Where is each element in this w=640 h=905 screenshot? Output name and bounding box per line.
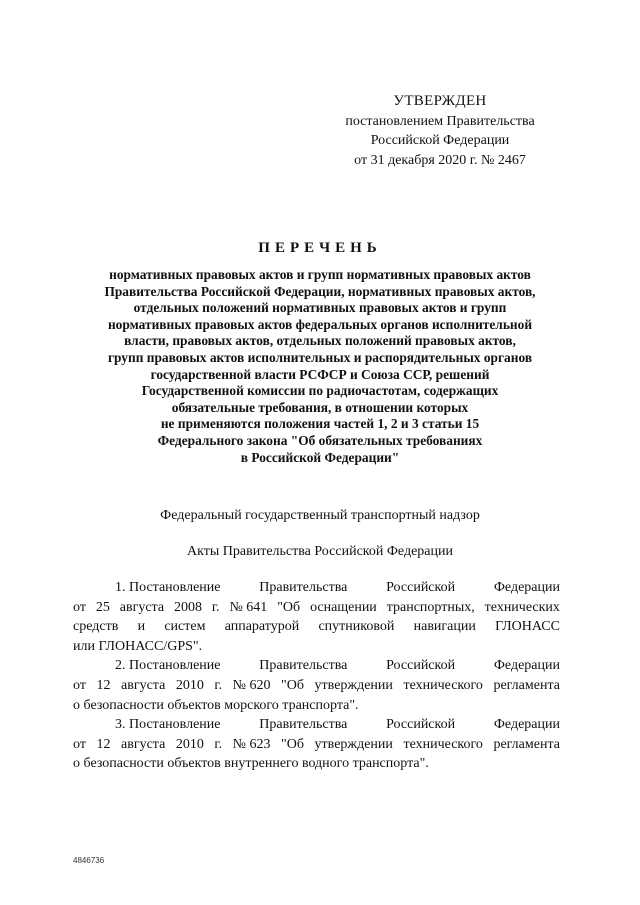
item-word: Федерации — [493, 717, 560, 733]
item-word: аппаратурой — [224, 619, 300, 635]
item-word: "Об — [281, 677, 304, 693]
item-word: Правительства — [259, 580, 348, 595]
item-word: регламента — [493, 677, 560, 693]
item-word: спутниковой — [318, 619, 395, 635]
item-word: № 623 — [232, 736, 271, 752]
subtitle-line: государственной власти РСФСР и Союза ССР, решений — [150, 366, 490, 382]
item-word: г. — [211, 599, 220, 615]
document-id: 4846736 — [73, 856, 105, 865]
item-word: технического — [403, 736, 483, 752]
item-word: утверждении — [314, 677, 393, 693]
item-word: Российской — [386, 580, 456, 595]
item-word: оснащении — [310, 599, 377, 615]
item-word: августа — [121, 736, 166, 752]
items-list — [73, 578, 560, 774]
item-word: "Об — [277, 599, 301, 615]
subtitle-line: Правительства Российской Федерации, нормативных правовых актов, — [104, 283, 536, 299]
list-item — [73, 715, 560, 774]
item-word: г. — [214, 677, 223, 693]
item-last-line: или ГЛОНАСС/GPS". — [73, 638, 203, 654]
subsection-heading: Акты Правительства Российской Федерации — [187, 544, 453, 559]
item-word: Российской — [386, 658, 456, 674]
subtitle-line: Федерального закона "Об обязательных требованиях — [157, 432, 483, 448]
item-word: транспортных, — [386, 599, 475, 615]
item-first-line — [73, 715, 560, 735]
item-word: технического — [403, 677, 483, 693]
item-first-line — [73, 578, 560, 598]
item-word: Правительства — [259, 717, 348, 733]
item-first-line — [73, 656, 560, 676]
subtitle-line: отдельных положений нормативных правовых актов и групп — [133, 300, 507, 316]
item-word: августа — [121, 677, 166, 693]
item-word: от — [73, 599, 86, 615]
list-item — [73, 656, 560, 715]
item-last-line: о безопасности объектов внутреннего водного транспорта". — [73, 756, 429, 772]
subtitle-line: групп правовых актов исполнительных и распорядительных органов — [107, 349, 533, 365]
subtitle-line: в Российской Федерации" — [240, 449, 400, 465]
item-word: Российской — [386, 717, 456, 733]
item-word: от — [73, 736, 86, 752]
item-word: августа — [119, 599, 165, 615]
item-word: и — [137, 619, 146, 635]
item-word: г. — [214, 736, 223, 752]
item-word: 2010 — [175, 677, 204, 693]
list-item — [73, 578, 560, 656]
subtitle-line: нормативных правовых актов федеральных органов исполнительной — [107, 316, 533, 332]
item-word: утверждении — [314, 736, 393, 752]
approval-stamp — [330, 92, 550, 170]
item-word: 2010 — [175, 736, 204, 752]
document-title: ПЕРЕЧЕНЬ — [258, 240, 382, 256]
item-justified-line — [73, 598, 560, 618]
item-word: 2. Постановление — [115, 658, 221, 674]
approval-heading: УТВЕРЖДЕН — [393, 93, 487, 109]
item-word: Правительства — [259, 658, 348, 674]
item-word: Федерации — [493, 580, 560, 595]
item-word: 2008 — [173, 599, 202, 615]
item-word: навигации — [413, 619, 476, 635]
item-word: от — [73, 677, 86, 693]
subtitle-line: обязательные требования, в отношении которых — [171, 399, 469, 415]
item-word: ГЛОНАСС — [495, 619, 560, 635]
item-word: 3. Постановление — [115, 717, 221, 733]
subtitle-line: власти, правовых актов, отдельных положений правовых актов, — [124, 333, 516, 349]
approval-line: постановлением Правительства — [345, 113, 535, 129]
item-justified-line — [73, 735, 560, 755]
item-word: технических — [484, 599, 560, 615]
subtitle-line: Государственной комиссии по радиочастотам, содержащих — [141, 383, 499, 399]
subtitle-line: не применяются положения частей 1, 2 и 3 статьи 15 — [160, 416, 480, 432]
item-word: средств — [73, 619, 119, 635]
subtitle-line: нормативных правовых актов и групп нормативных правовых актов — [109, 267, 531, 282]
item-word: 12 — [96, 677, 111, 693]
item-word: 1. Постановление — [115, 580, 221, 595]
item-word: Федерации — [493, 658, 560, 674]
item-word: систем — [164, 619, 206, 635]
section-heading: Федеральный государственный транспортный надзор — [160, 508, 480, 523]
item-word: 25 — [95, 599, 110, 615]
item-word: регламента — [493, 736, 560, 752]
item-justified-line — [73, 676, 560, 696]
item-last-line: о безопасности объектов морского транспорта". — [73, 697, 359, 713]
item-word: № 620 — [232, 677, 271, 693]
item-word: "Об — [281, 736, 304, 752]
item-word: № 641 — [229, 599, 268, 615]
document-subtitle — [75, 267, 565, 466]
item-word: 12 — [96, 736, 111, 752]
approval-line: Российской Федерации — [370, 133, 510, 148]
item-justified-line — [73, 617, 560, 637]
approval-date-line: от 31 декабря 2020 г. № 2467 — [354, 152, 526, 168]
